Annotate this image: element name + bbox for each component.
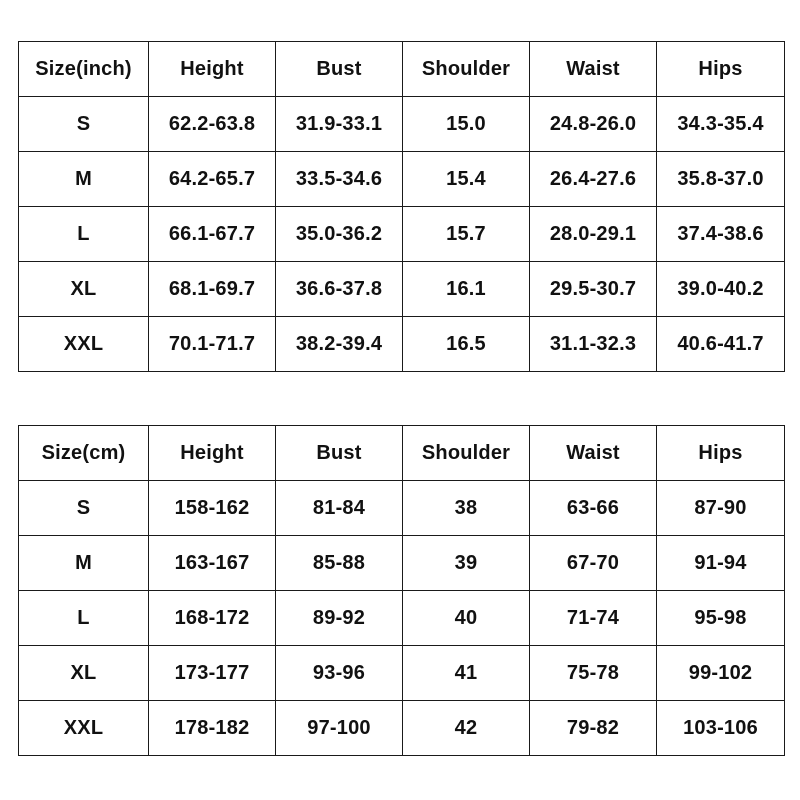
waist-cell: 79-82	[530, 701, 657, 756]
shoulder-cell: 15.7	[403, 207, 530, 262]
height-cell: 168-172	[149, 591, 276, 646]
hips-cell: 37.4-38.6	[657, 207, 785, 262]
table-row	[19, 262, 785, 317]
shoulder-cell: 41	[403, 646, 530, 701]
size-cell: L	[19, 591, 149, 646]
table-row	[19, 317, 785, 372]
bust-cell: 89-92	[276, 591, 403, 646]
column-header-shoulder: Shoulder	[403, 42, 530, 97]
height-cell: 163-167	[149, 536, 276, 591]
bust-cell: 97-100	[276, 701, 403, 756]
waist-cell: 67-70	[530, 536, 657, 591]
column-header-size: Size(inch)	[19, 42, 149, 97]
table-row	[19, 646, 785, 701]
waist-cell: 31.1-32.3	[530, 317, 657, 372]
hips-cell: 99-102	[657, 646, 785, 701]
size-cell: XXL	[19, 701, 149, 756]
bust-cell: 36.6-37.8	[276, 262, 403, 317]
size-cell: XL	[19, 646, 149, 701]
shoulder-cell: 39	[403, 536, 530, 591]
height-cell: 158-162	[149, 481, 276, 536]
waist-cell: 26.4-27.6	[530, 152, 657, 207]
table-header-row	[19, 426, 785, 481]
size-cell: S	[19, 481, 149, 536]
table-row	[19, 207, 785, 262]
waist-cell: 75-78	[530, 646, 657, 701]
hips-cell: 103-106	[657, 701, 785, 756]
column-header-height: Height	[149, 42, 276, 97]
column-header-shoulder: Shoulder	[403, 426, 530, 481]
height-cell: 64.2-65.7	[149, 152, 276, 207]
waist-cell: 28.0-29.1	[530, 207, 657, 262]
shoulder-cell: 15.0	[403, 97, 530, 152]
shoulder-cell: 15.4	[403, 152, 530, 207]
hips-cell: 35.8-37.0	[657, 152, 785, 207]
height-cell: 173-177	[149, 646, 276, 701]
shoulder-cell: 16.5	[403, 317, 530, 372]
bust-cell: 35.0-36.2	[276, 207, 403, 262]
bust-cell: 33.5-34.6	[276, 152, 403, 207]
column-header-height: Height	[149, 426, 276, 481]
hips-cell: 95-98	[657, 591, 785, 646]
shoulder-cell: 42	[403, 701, 530, 756]
height-cell: 178-182	[149, 701, 276, 756]
column-header-waist: Waist	[530, 426, 657, 481]
height-cell: 70.1-71.7	[149, 317, 276, 372]
size-cell: XXL	[19, 317, 149, 372]
table-row	[19, 481, 785, 536]
hips-cell: 87-90	[657, 481, 785, 536]
table-header-row	[19, 42, 785, 97]
table-row	[19, 97, 785, 152]
hips-cell: 91-94	[657, 536, 785, 591]
shoulder-cell: 16.1	[403, 262, 530, 317]
shoulder-cell: 40	[403, 591, 530, 646]
table-row	[19, 701, 785, 756]
table-row	[19, 536, 785, 591]
waist-cell: 29.5-30.7	[530, 262, 657, 317]
waist-cell: 24.8-26.0	[530, 97, 657, 152]
column-header-hips: Hips	[657, 426, 785, 481]
size-chart-cm-table	[18, 425, 785, 756]
size-cell: S	[19, 97, 149, 152]
size-cell: XL	[19, 262, 149, 317]
size-cell: M	[19, 536, 149, 591]
waist-cell: 71-74	[530, 591, 657, 646]
hips-cell: 34.3-35.4	[657, 97, 785, 152]
height-cell: 62.2-63.8	[149, 97, 276, 152]
height-cell: 68.1-69.7	[149, 262, 276, 317]
bust-cell: 31.9-33.1	[276, 97, 403, 152]
bust-cell: 93-96	[276, 646, 403, 701]
column-header-size: Size(cm)	[19, 426, 149, 481]
table-row	[19, 152, 785, 207]
column-header-waist: Waist	[530, 42, 657, 97]
waist-cell: 63-66	[530, 481, 657, 536]
column-header-hips: Hips	[657, 42, 785, 97]
size-chart-inch-table	[18, 41, 785, 372]
column-header-bust: Bust	[276, 42, 403, 97]
table-row	[19, 591, 785, 646]
hips-cell: 40.6-41.7	[657, 317, 785, 372]
bust-cell: 85-88	[276, 536, 403, 591]
size-cell: L	[19, 207, 149, 262]
column-header-bust: Bust	[276, 426, 403, 481]
bust-cell: 81-84	[276, 481, 403, 536]
height-cell: 66.1-67.7	[149, 207, 276, 262]
hips-cell: 39.0-40.2	[657, 262, 785, 317]
size-cell: M	[19, 152, 149, 207]
shoulder-cell: 38	[403, 481, 530, 536]
bust-cell: 38.2-39.4	[276, 317, 403, 372]
